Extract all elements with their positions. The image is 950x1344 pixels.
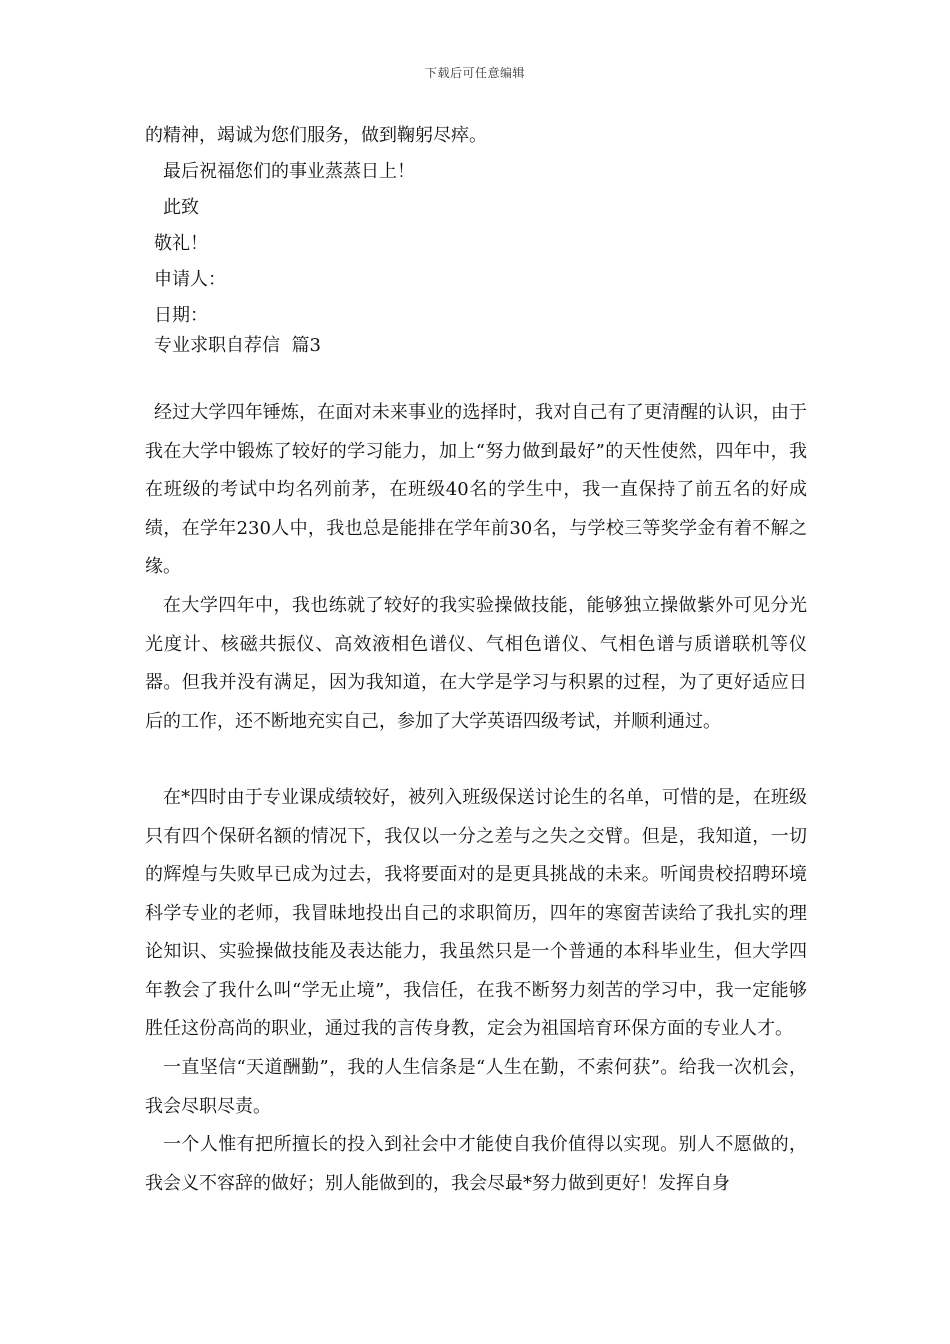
paragraph-4: 一直坚信“天道酬勤”，我的人生信条是“人生在勤，不索何获”。给我一次机会，我会尽职尽责。: [145, 1057, 807, 1117]
paragraph-2: 在大学四年中，我也练就了较好的我实验操做技能，能够独立操做紫外可见分光光度计、核磁共振仪、高效液相色谱仪、气相色谱仪、气相色谱与质谱联机等仪器。但我并没有满足，因为我知道，在大学是学习与积累的过程，为了更好适应日后的工作，还不断地充实自己，参加了大学英语四级考试，并顺利通过。: [145, 595, 807, 732]
date-label: 日期：: [154, 305, 208, 326]
continued-line: 的精神，竭诚为您们服务，做到鞠躬尽瘁。: [145, 125, 487, 146]
closing-jingli: 敬礼！: [154, 233, 208, 254]
paragraph-3: 在*四时由于专业课成绩较好，被列入班级保送讨论生的名单，可惜的是，在班级只有四个保研名额的情况下，我仅以一分之差与之失之交臂。但是，我知道，一切的辉煌与失败早已成为过去，我将要面对的是更具挑战的未来。听闻贵校招聘环境科学专业的老师，我冒昧地投出自己的求职简历，四年的寒窗苦读给了我扎实的理论知识、实验操做技能及表达能力，我虽然只是一个普通的本科毕业生，但大学四年教会了我什么叫“学无止境”，我信任，在我不断努力刻苦的学习中，我一定能够胜任这份高尚的职业，通过我的言传身教，定会为祖国培育环保方面的专业人才。: [145, 787, 807, 1039]
section-title: 专业求职自荐信 篇3: [154, 335, 321, 356]
paragraph-1: 经过大学四年锤炼，在面对未来事业的选择时，我对自己有了更清醒的认识，由于我在大学中锻炼了较好的学习能力，加上“努力做到最好”的天性使然，四年中，我在班级的考试中均名列前茅，在班级40名的学生中，我一直保持了前五名的好成绩，在学年230人中，我也总是能排在学年前30名，与学校三等奖学金有着不解之缘。: [145, 402, 807, 577]
applicant-label: 申请人：: [154, 269, 226, 290]
closing-wish: 最后祝福您们的事业蒸蒸日上！: [163, 161, 415, 182]
paragraph-5: 一个人惟有把所擅长的投入到社会中才能使自我价值得以实现。别人不愿做的，我会义不容辞的做好；别人能做到的，我会尽最*努力做到更好！发挥自身: [145, 1134, 807, 1194]
page-header: 下载后可任意编辑: [424, 66, 525, 80]
closing-cizhi: 此致: [163, 197, 199, 218]
